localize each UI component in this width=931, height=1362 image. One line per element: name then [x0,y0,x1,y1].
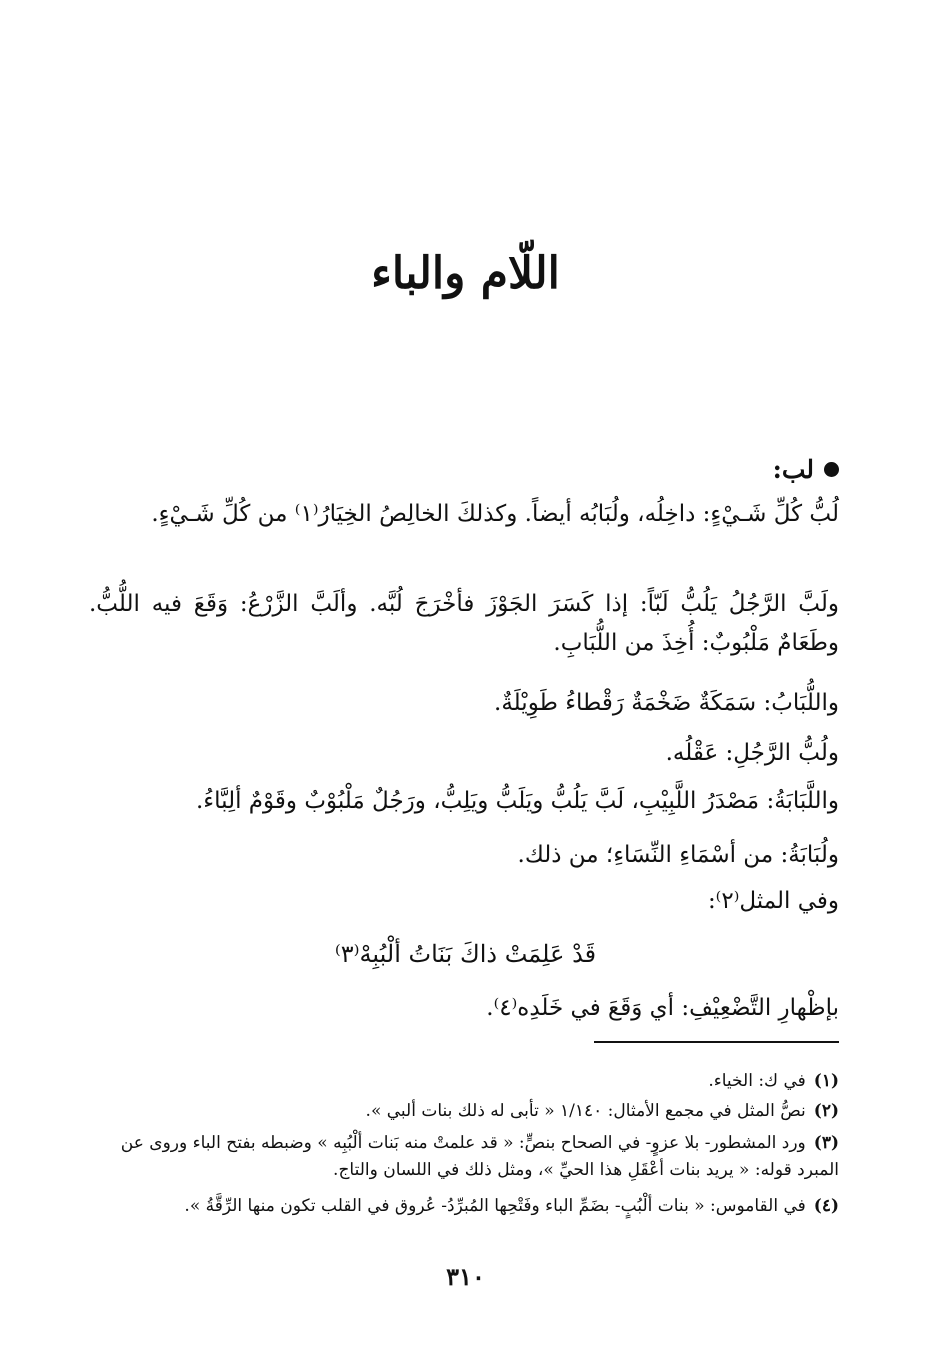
line-mathal: وفي المثل⁽٢⁾: [707,888,839,914]
entry-heading [773,455,839,484]
footnote-number: (١) [813,1071,839,1091]
footnote-number: (٣) [813,1133,839,1153]
paragraph-2: ولَبَّ الرَّجُلُ يَلُبُّ لَبّاً: إذا كَسَرَ الجَوْزَ فأخْرَجَ لُبَّه. وألَبَّ الزَّرْعُ: وَقَعَ فيه اللُّبُّ. وطَعَامٌ مَلْبُوبٌ: أُخِذَ من اللُّبَابِ. [89,591,839,656]
verse-line: قَدْ عَلِمَتْ ذاكَ بَنَاتُ ألْبُبِهْ⁽٣⁾ [334,940,597,968]
line-lubab: واللُّبَابُ: سَمَكَةٌ ضَخْمَةٌ رَقْطاءُ طَوِيْلَةٌ. [494,690,839,716]
page-number: ٣١٠ [446,1262,485,1291]
footnote-number: (٤) [813,1196,839,1216]
footnote-text: في ك: الخياء. [708,1071,806,1091]
paragraph-1: لُبُّ كُلِّ شَـيْءٍ: داخِلُه، ولُبَابُه أيضاً. وكذلكَ الخالِصُ الخِيَارُ⁽١⁾ من كُلِّ شَـيْءٍ. [151,501,839,527]
footnote-divider [594,1041,839,1043]
line-izhar: بإظْهارِ التَّضْعِيْفِ: أي وَقَعَ في خَلَدِه⁽٤⁾. [486,995,839,1021]
footnote-1 [89,1068,839,1095]
footnote-text: نصُّ المثل في مجمع الأمثال: ١/١٤٠ « تأبى له ذلك بنات ألبي ». [365,1101,806,1121]
line-lubaba: ولُبَابَةُ: من أسْمَاءِ النِّسَاءِ؛ من ذلك. [517,842,839,868]
footnote-number: (٢) [813,1101,839,1121]
bullet-icon [824,462,839,477]
entry-heading-text: لب: [772,455,814,484]
page-title: اللّام والباء [371,248,560,299]
footnote-3 [89,1130,839,1184]
footnote-text: في القاموس: « بنات ألْبُبٍ- بضَمِّ الباء وفَتْحِها المُبرِّدُ- عُروق في القلب تكون منها الرِّقَّةُ ». [184,1196,806,1216]
footnote-text: ورد المشطور- بلا عزوٍ- في الصحاح بنصٍّ: « قد علمتْ منه بَنات ألْبُبِه » وضبطه بفتح الباء وروى عن المبرد قوله: « يريد بنات أعْقَلِ هذا الحيِّ »، ومثل ذلك في اللسان والتاج. [120,1133,839,1180]
footnote-4 [89,1193,839,1220]
line-lubb-rajul: ولُبُّ الرَّجُلِ: عَقْلُه. [665,740,839,766]
footnote-2 [89,1098,839,1125]
line-labbaba: واللَّبَابَةُ: مَصْدَرُ اللَّبِيْبِ، لَبَّ يَلُبُّ ويَلَبُّ ويَلِبُّ، ورَجُلٌ مَلْبُوْبٌ وقَوْمٌ ألِبَّاءُ. [196,788,839,814]
